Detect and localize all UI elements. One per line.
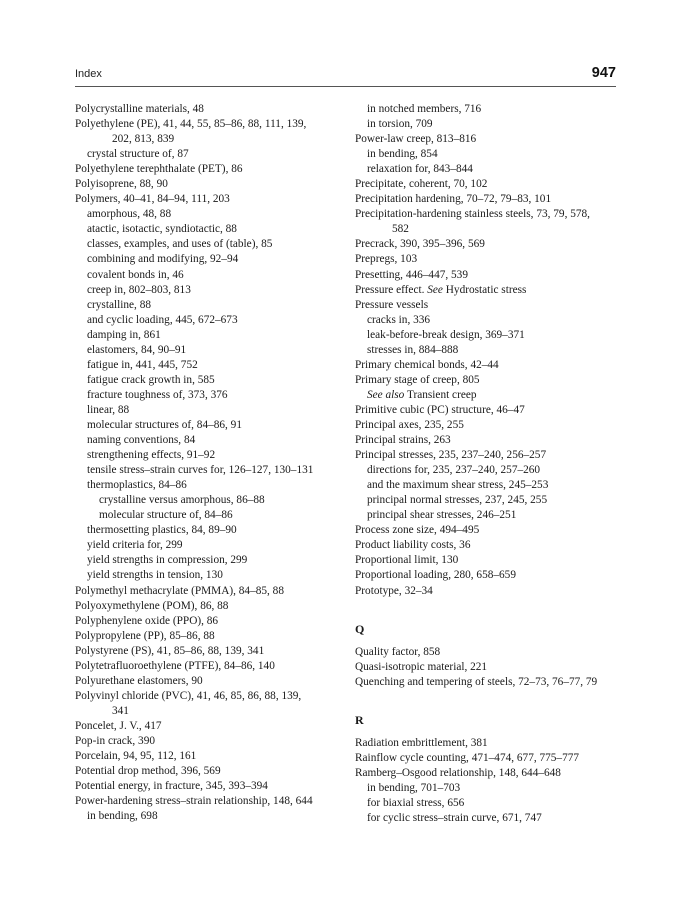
index-subentry: atactic, isotactic, syndiotactic, 88 (87, 223, 237, 236)
index-subentry: principal normal stresses, 237, 245, 255 (367, 494, 548, 507)
index-entry: Polyethylene (PE), 41, 44, 55, 85–86, 88, 111, 139, (75, 118, 307, 131)
index-entry: Pop-in crack, 390 (75, 734, 155, 747)
index-subentry: strengthening effects, 91–92 (87, 449, 216, 462)
index-entry: Polyethylene terephthalate (PET), 86 (75, 163, 243, 176)
index-entry: Potential energy, in fracture, 345, 393–394 (75, 780, 268, 793)
index-subentry: and cyclic loading, 445, 672–673 (87, 313, 238, 326)
index-subentry: fracture toughness of, 373, 376 (87, 388, 228, 401)
index-entry: Quality factor, 858 (355, 645, 441, 658)
index-subentry: principal shear stresses, 246–251 (367, 509, 517, 522)
index-entry: Quenching and tempering of steels, 72–73, 76–77, 79 (355, 675, 598, 688)
index-entry: Rainflow cycle counting, 471–474, 677, 775–777 (355, 751, 580, 764)
index-subentry: in bending, 698 (87, 810, 158, 823)
index-entry: Precipitation hardening, 70–72, 79–83, 101 (355, 193, 552, 206)
index-entry-continuation: 341 (112, 704, 129, 717)
section-spacer (355, 728, 625, 736)
index-subentry: relaxation for, 843–844 (367, 163, 473, 176)
index-subentry: in bending, 854 (367, 148, 438, 161)
index-subentry: crystal structure of, 87 (87, 148, 189, 161)
index-subentry: covalent bonds in, 46 (87, 268, 184, 281)
index-subentry: in notched members, 716 (367, 103, 482, 115)
index-section-letter: Q (355, 621, 365, 636)
index-entry: Quasi-isotropic material, 221 (355, 660, 488, 673)
index-subentry: elastomers, 84, 90–91 (87, 343, 187, 356)
index-subentry: crystalline versus amorphous, 86–88 (99, 494, 265, 507)
index-entry: Polyoxymethylene (POM), 86, 88 (75, 599, 229, 612)
index-subentry: tensile stress–strain curves for, 126–127, 130–131 (87, 464, 314, 477)
index-entry: Polymers, 40–41, 84–94, 111, 203 (75, 193, 230, 206)
index-subentry: molecular structures of, 84–86, 91 (87, 418, 242, 431)
index-subentry: molecular structure of, 84–86 (99, 509, 233, 522)
index-entry: Polytetrafluoroethylene (PTFE), 84–86, 140 (75, 659, 275, 672)
index-entry: Prepregs, 103 (355, 253, 418, 266)
index-subentry: for biaxial stress, 656 (367, 796, 465, 809)
index-entry: Prototype, 32–34 (355, 584, 433, 597)
index-subentry: for cyclic stress–strain curve, 671, 747 (367, 812, 542, 825)
index-column-left (75, 102, 343, 824)
page-number: 947 (591, 65, 616, 81)
running-header (75, 66, 616, 84)
index-entry: Polystyrene (PS), 41, 85–86, 88, 139, 341 (75, 644, 265, 657)
index-subentry: yield criteria for, 299 (87, 539, 183, 552)
index-entry: Ramberg–Osgood relationship, 148, 644–648 (355, 766, 561, 779)
index-entry: Precipitate, coherent, 70, 102 (355, 178, 488, 191)
index-subentry: fatigue in, 441, 445, 752 (87, 358, 198, 371)
index-entry: Pressure vessels (355, 298, 429, 311)
index-entry: Polycrystalline materials, 48 (75, 103, 204, 115)
index-entry: Process zone size, 494–495 (355, 524, 480, 537)
section-spacer (355, 637, 625, 645)
index-subentry: creep in, 802–803, 813 (87, 283, 191, 296)
section-label: Index (75, 68, 102, 80)
xref-target: Hydrostatic stress (442, 283, 527, 296)
section-spacer (355, 599, 625, 622)
index-entry: Proportional limit, 130 (355, 554, 459, 567)
index-entry: Porcelain, 94, 95, 112, 161 (75, 750, 197, 763)
index-entry: Polyisoprene, 88, 90 (75, 178, 168, 191)
index-entry: Proportional loading, 280, 658–659 (355, 569, 516, 582)
index-entry: Polyvinyl chloride (PVC), 41, 46, 85, 86, 88, 139, (75, 689, 302, 702)
index-entry: Precrack, 390, 395–396, 569 (355, 238, 485, 251)
index-entry: Primitive cubic (PC) structure, 46–47 (355, 403, 525, 416)
index-subentry: amorphous, 48, 88 (87, 208, 172, 221)
index-entry: Primary stage of creep, 805 (355, 373, 480, 386)
xref-target: Transient creep (404, 388, 477, 401)
index-subentry: naming conventions, 84 (87, 434, 196, 447)
index-subentry: damping in, 861 (87, 328, 161, 341)
index-subentry: cracks in, 336 (367, 313, 431, 326)
index-subentry: in bending, 701–703 (367, 781, 461, 794)
index-entry: Radiation embrittlement, 381 (355, 736, 488, 749)
index-subentry: combining and modifying, 92–94 (87, 253, 239, 266)
xref-see: See also (367, 388, 405, 401)
index-entry: Precipitation-hardening stainless steels, 73, 79, 578, (355, 208, 590, 221)
index-entry: Polyurethane elastomers, 90 (75, 674, 203, 687)
xref-see: See (427, 283, 443, 296)
index-entry: Primary chemical bonds, 42–44 (355, 358, 499, 371)
index-entry-continuation: 582 (392, 223, 409, 236)
index-subentry: leak-before-break design, 369–371 (367, 328, 525, 341)
index-entry: Product liability costs, 36 (355, 539, 471, 552)
index-subentry: yield strengths in compression, 299 (87, 554, 248, 567)
index-entry: Polymethyl methacrylate (PMMA), 84–85, 88 (75, 584, 284, 597)
index-subentry: and the maximum shear stress, 245–253 (367, 479, 549, 492)
index-entry: Principal stresses, 235, 237–240, 256–257 (355, 449, 547, 462)
index-cross-reference (355, 283, 625, 298)
index-entry: Principal strains, 263 (355, 434, 451, 447)
index-section-letter: R (355, 712, 364, 727)
index-subentry: classes, examples, and uses of (table), 85 (87, 238, 273, 251)
index-entry-continuation: 202, 813, 839 (112, 133, 175, 146)
xref-prefix: Pressure effect. (355, 283, 428, 296)
index-entry: Presetting, 446–447, 539 (355, 268, 468, 281)
index-entry: Poncelet, J. V., 417 (75, 719, 162, 732)
index-subentry: fatigue crack growth in, 585 (87, 373, 215, 386)
index-subentry: thermosetting plastics, 84, 89–90 (87, 524, 237, 537)
section-spacer (355, 690, 625, 713)
index-entry: Potential drop method, 396, 569 (75, 765, 221, 778)
index-subentry: thermoplastics, 84–86 (87, 479, 187, 492)
index-subentry: in torsion, 709 (367, 118, 433, 131)
index-entry: Power-law creep, 813–816 (355, 133, 477, 146)
index-entry: Principal axes, 235, 255 (355, 418, 464, 431)
header-rule (75, 86, 616, 87)
index-subentry: directions for, 235, 237–240, 257–260 (367, 464, 541, 477)
index-entry: Polyphenylene oxide (PPO), 86 (75, 614, 219, 627)
index-subentry: stresses in, 884–888 (367, 343, 459, 356)
index-entry: Polypropylene (PP), 85–86, 88 (75, 629, 215, 642)
index-subentry: crystalline, 88 (87, 298, 151, 311)
index-subentry: yield strengths in tension, 130 (87, 569, 223, 582)
index-cross-reference (355, 388, 625, 403)
index-column-right (355, 102, 625, 826)
index-entry: Power-hardening stress–strain relationship, 148, 644 (75, 795, 313, 808)
index-subentry: linear, 88 (87, 403, 130, 416)
